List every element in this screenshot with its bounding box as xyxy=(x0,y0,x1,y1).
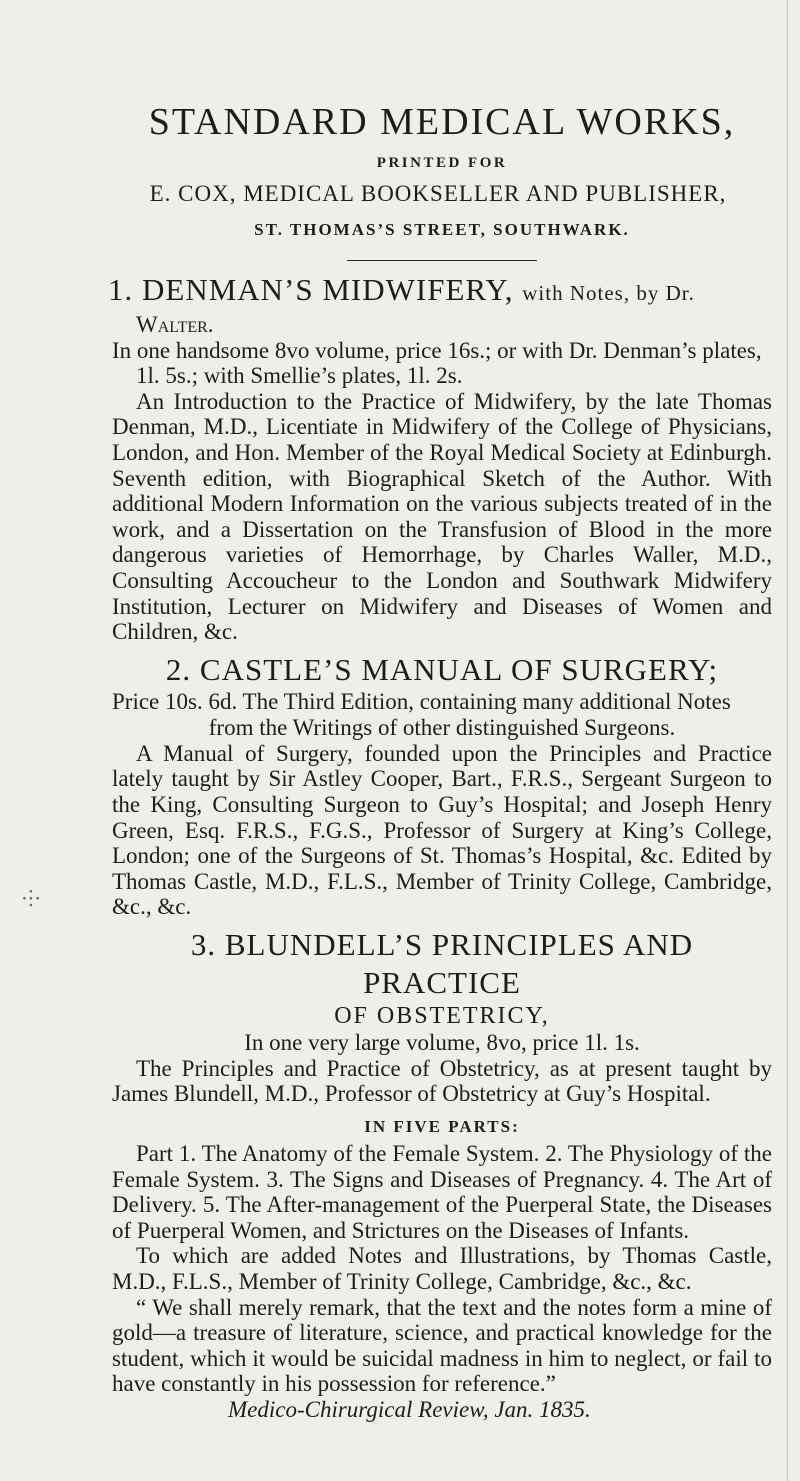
entry-castle xyxy=(112,651,772,920)
entry-description: A Manual of Surgery, founded upon the Principles and Practice lately taught by Sir Astley Cooper, Bart., F.R.S., Sergeant Surgeon to the King, Consulting Surgeon to Guy’s Hospital; and Joseph Henry Green, Esq. F.R.S., F.G.S., Professor of Surgery at King’s College, London; one of the Surgeons of St. Thomas’s Hospital, &c. Edited by Thomas Castle, M.D., F.L.S., Member of Trinity College, Cambridge, &c., &c. xyxy=(112,740,772,920)
entry-heading xyxy=(108,271,772,312)
address-line: ST. THOMAS’S STREET, SOUTHWARK. xyxy=(254,220,630,239)
entry-number: 1. xyxy=(108,272,134,307)
entry-number: 2. xyxy=(165,651,192,687)
entry-description: The Principles and Practice of Obstetricy, as at present taught by James Blundell, M.D., Professor of Obstetricy at Guy’s Hospital. xyxy=(112,1055,772,1107)
entry-heading-tail: with Notes, by Dr. xyxy=(522,281,695,305)
document-body xyxy=(108,100,772,1423)
entry-heading xyxy=(112,651,772,689)
entry-description: An Introduction to the Practice of Midwifery, by the late Thomas Denman, M.D., Licentiate in Midwifery of the College of Physicians, London, and Hon. Member of the Royal Medical Society at Edinburgh. Seventh edition, with Biographical Sketch of the Author. With additional Modern Information on the various subjects treated of in the work, and a Dissertation on the Transfusion of Blood in the more dangerous varieties of Hemorrhage, by Charles Waller, M.D., Consulting Accoucheur to the London and Southwark Midwifery Institution, Lecturer on Midwifery and Diseases of Women and Children, &c. xyxy=(112,388,772,645)
entry-title: DENMAN’S MIDWIFERY, xyxy=(142,272,514,307)
entry-title: BLUNDELL’S PRINCIPLES AND PRACTICE xyxy=(224,926,694,1000)
parts-list: Part 1. The Anatomy of the Female System. 2. The Physiology of the Female System. 3. The Signs and Diseases of Pregnancy. 4. The Art of Delivery. 5. The After-management of the Puerperal State, the Diseases of Puerperal Women, and Strictures on the Diseases of Infants. xyxy=(112,1141,772,1243)
review-source: Medico-Chirurgical Review, Jan. 1835. xyxy=(228,1397,591,1422)
entry-price: Price 10s. 6d. The Third Edition, containing many additional Notes xyxy=(112,688,731,714)
page-title: STANDARD MEDICAL WORKS, xyxy=(148,101,736,143)
entry-blundell xyxy=(112,926,772,1423)
entry-price: In one handsome 8vo volume, price 16s.; or with Dr. Denman’s plates, xyxy=(112,337,762,363)
entry-price-cont: from the Writings of other distinguished Surgeons. xyxy=(208,714,676,740)
margin-mark: ⸭ xyxy=(22,886,41,911)
parts-heading: IN FIVE PARTS: xyxy=(364,1117,520,1137)
page-edge xyxy=(787,0,788,1481)
entry-number: 3. xyxy=(190,926,217,962)
entry-heading-line2: OF OBSTETRICY, xyxy=(334,1002,550,1029)
review-quote: “ We shall merely remark, that the text and the notes form a mine of gold—a treasure of literature, science, and practical knowledge for the student, which it would be suicidal madness in him to neglect, or fail to have constantly in his possession for reference.” xyxy=(112,1294,772,1397)
entry-heading xyxy=(112,926,772,1002)
divider xyxy=(347,260,537,261)
entry-title: CASTLE’S MANUAL OF SURGERY; xyxy=(199,651,719,687)
printed-for: PRINTED FOR xyxy=(376,155,508,171)
entry-price-cont: 1l. 5s.; with Smellie’s plates, 1l. 2s. xyxy=(136,363,463,389)
publisher-line: E. COX, MEDICAL BOOKSELLER AND PUBLISHER, xyxy=(149,181,727,206)
entry-notes: To which are added Notes and Illustrations, by Thomas Castle, M.D., F.L.S., Member of Trinity College, Cambridge, &c., &c. xyxy=(112,1243,772,1295)
entry-author: Walter. xyxy=(136,312,214,337)
entry-price: In one very large volume, 8vo, price 1l. 1s. xyxy=(244,1029,640,1055)
entry-denman xyxy=(108,271,772,645)
